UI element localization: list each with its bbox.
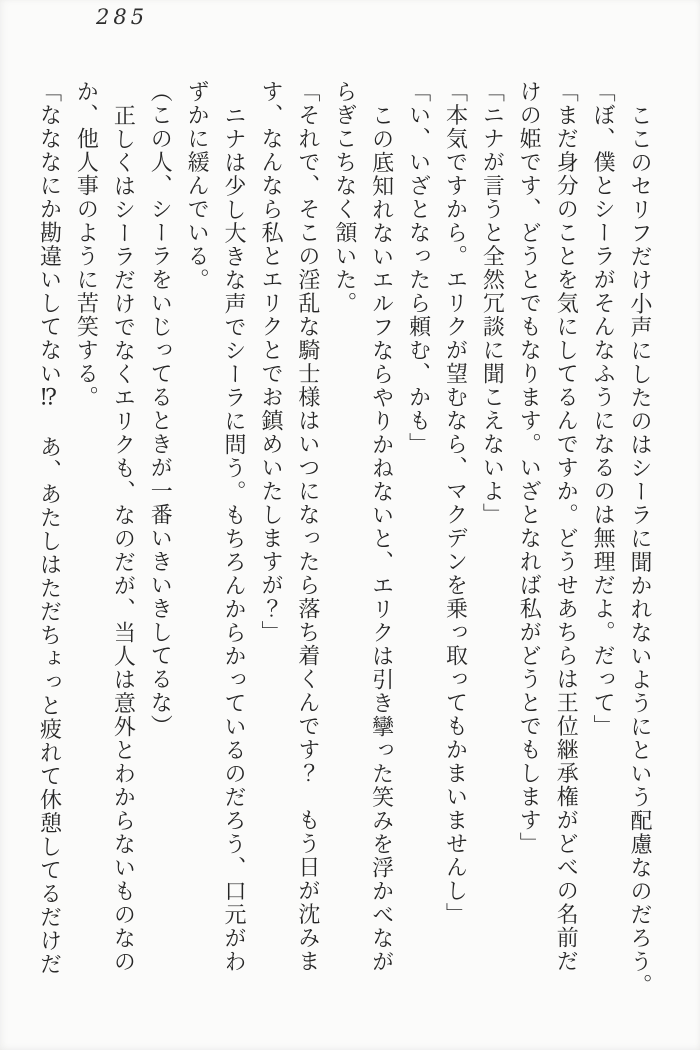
text-column: ずかに緩んでいる。 bbox=[184, 80, 210, 292]
text-column: 正しくはシーラだけでなくエリクも、なのだが、当人は意外とわからないものなの bbox=[110, 103, 136, 973]
text-column: ここのセリフだけ小声にしたのはシーラに聞かれないようにという配慮なのだろう。 bbox=[627, 103, 652, 997]
text-column: （この人、シーラをいじってるときが一番いきいきしてるな） bbox=[147, 80, 173, 738]
text-column: 「ニナが言うと全然冗談に聞こえないよ」 bbox=[479, 80, 505, 527]
text-column: 「なななにか勘違いしてない⁉ あ、あたしはただちょっと疲れて休憩してるだけだ bbox=[36, 80, 62, 976]
text-column: ニナは少し大きな声でシーラに問う。もちろんからかっているのだろう、口元がわ bbox=[221, 103, 247, 973]
text-column: らぎこちなく頷いた。 bbox=[331, 80, 357, 315]
text-column: 「ぼ、僕とシーラがそんなふうになるのは無理だよ。だって」 bbox=[590, 80, 616, 738]
text-column: 「それで、そこの淫乱な騎士様はいつになったら落ち着くんです？ もう日が沈みま bbox=[294, 80, 320, 973]
text-column: 「まだ身分のことを気にしてるんですか。どうせあちらは王位継承権がどべの名前だ bbox=[553, 80, 579, 973]
text-column: 「い、いざとなったら頼む、かも」 bbox=[405, 80, 431, 456]
text-column: す、なんなら私とエリクとでお鎮めいたしますが？」 bbox=[257, 80, 283, 644]
page-number: 285 bbox=[96, 5, 149, 29]
text-column: か、他人事のように苦笑する。 bbox=[73, 80, 99, 409]
text-column: 「本気ですから。エリクが望むなら、マクデンを乗っ取ってもかまいませんし」 bbox=[442, 80, 468, 926]
text-column: けの姫です、どうとでもなります。いざとなれば私がどうとでもします」 bbox=[516, 80, 542, 856]
text-column: この底知れないエルフならやりかねないと、エリクは引き攣った笑みを浮かべなが bbox=[368, 103, 394, 973]
body-text bbox=[30, 80, 657, 1025]
